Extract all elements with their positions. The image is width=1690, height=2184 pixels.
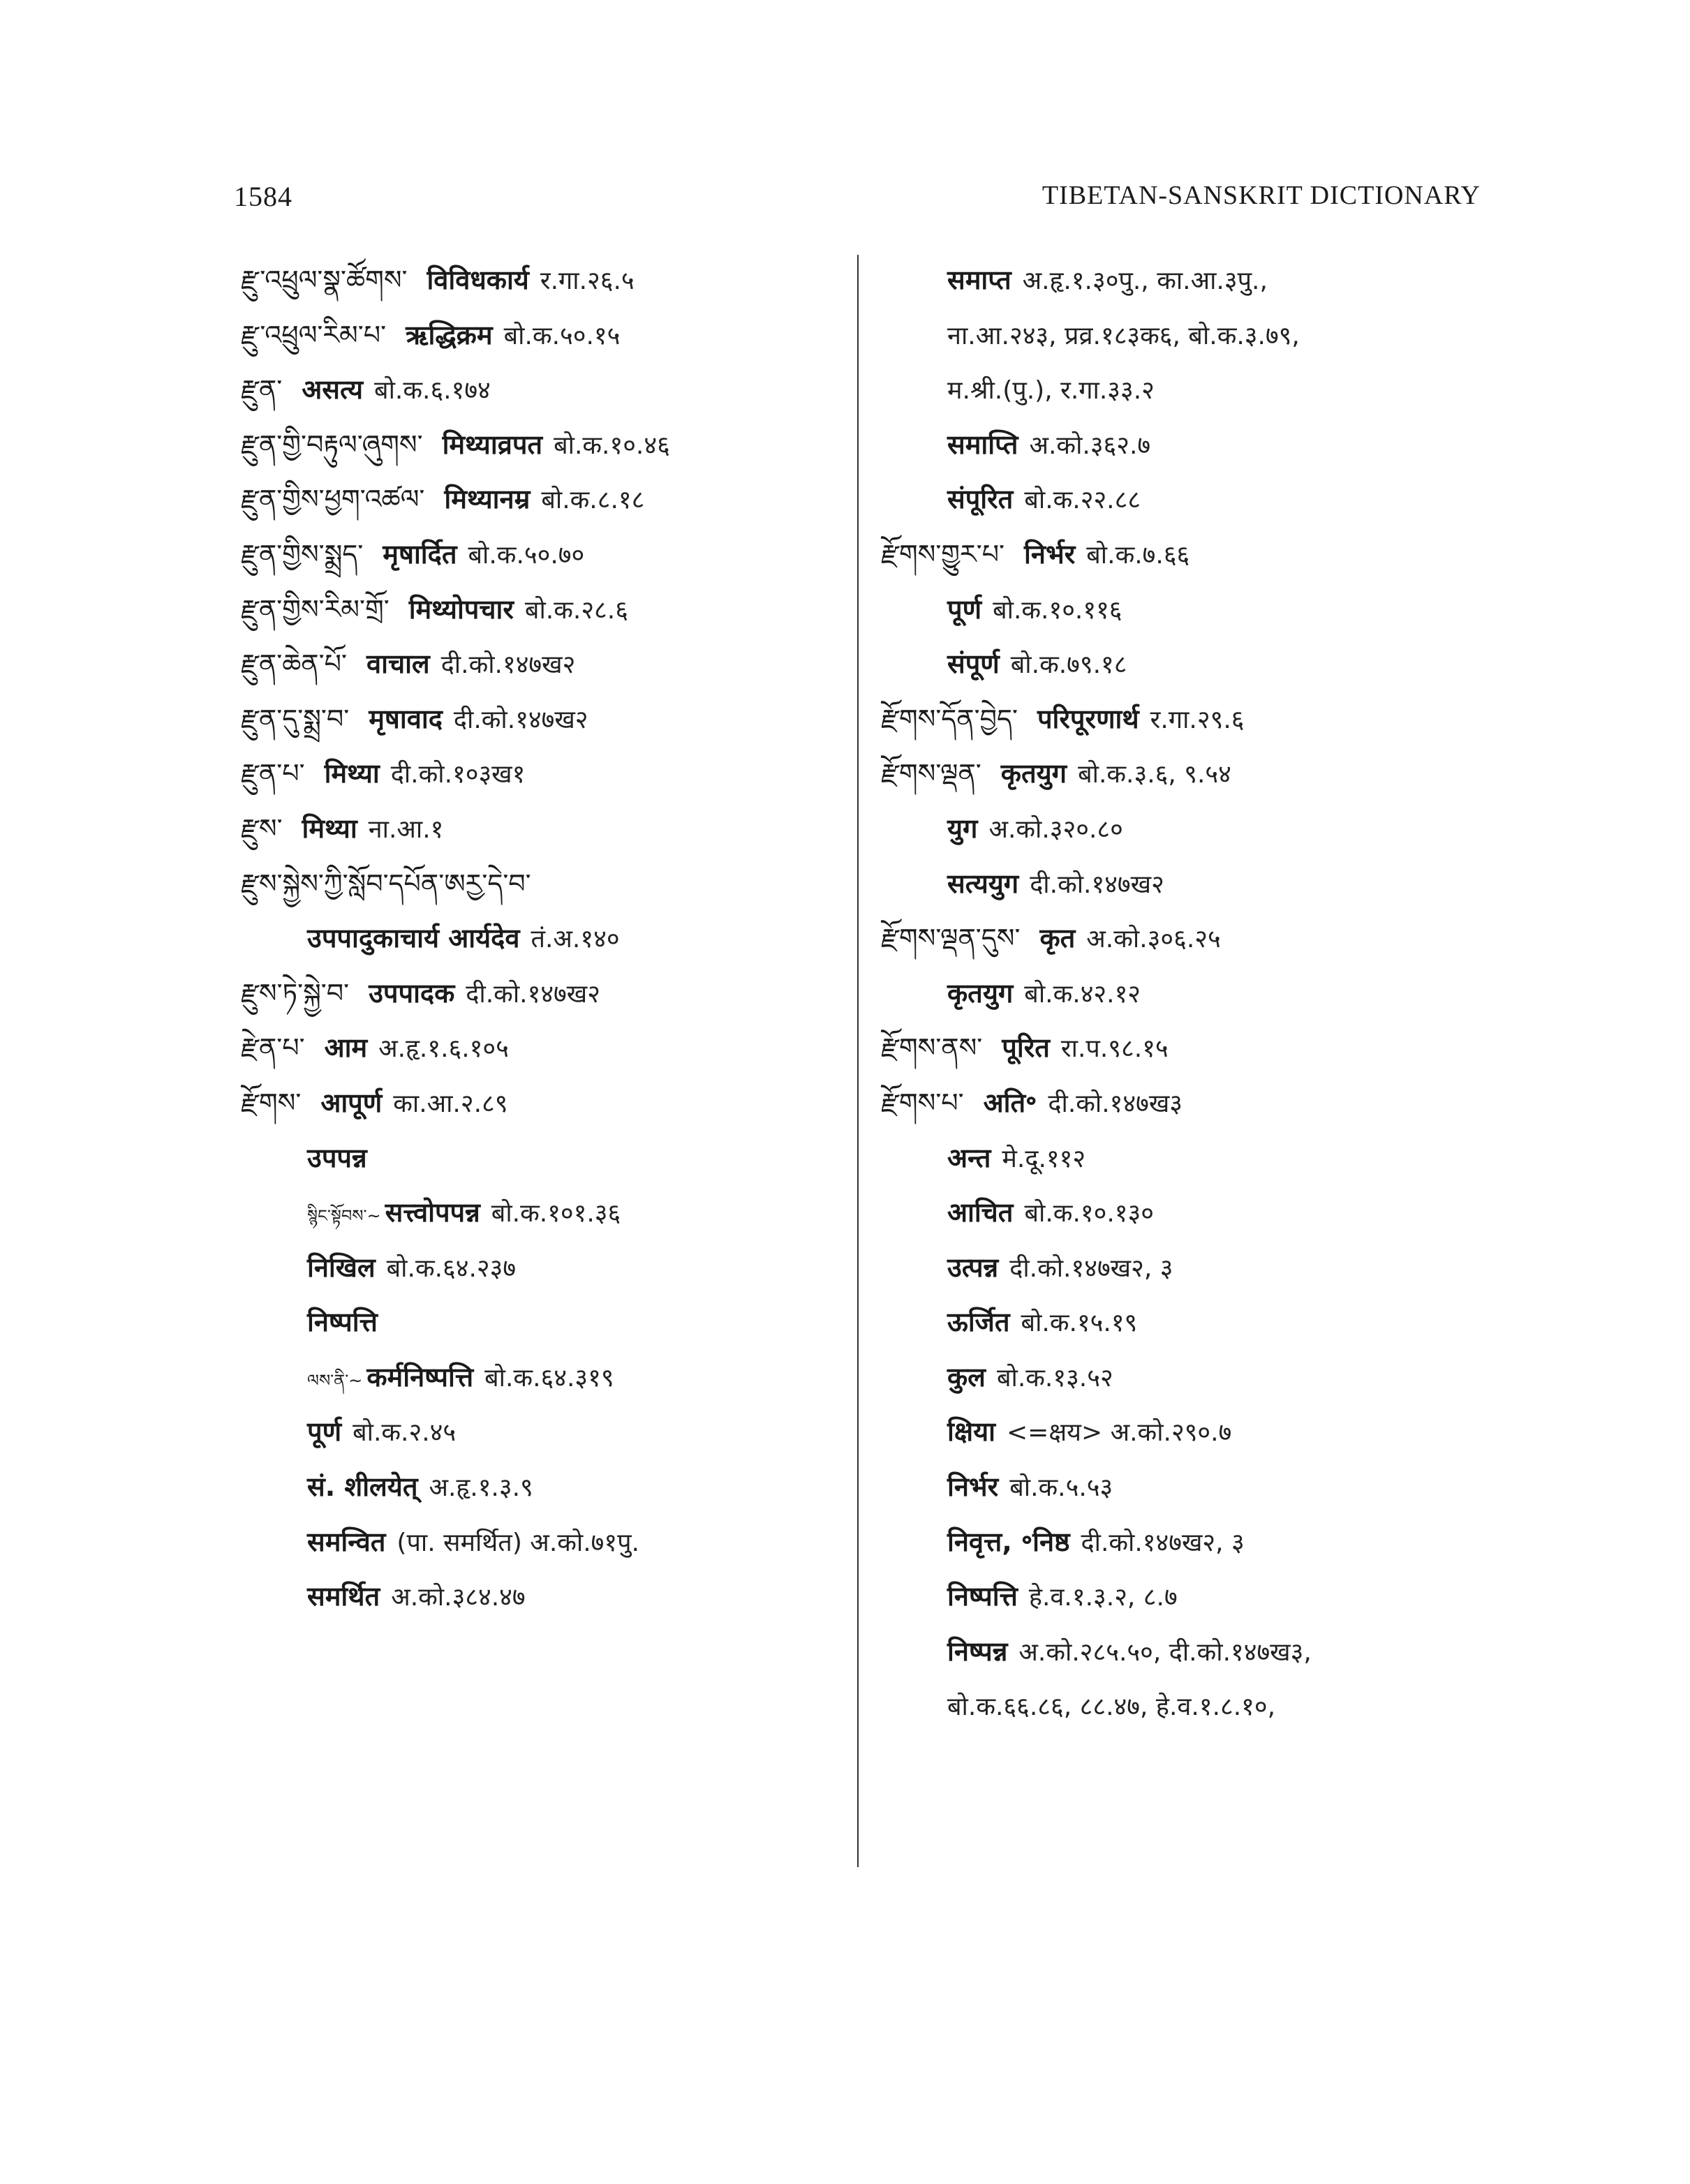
dictionary-entry: [881, 582, 1481, 637]
tibetan-headword: རྫུན་གྱིས་ཕྱག་འཚལ་: [241, 484, 425, 515]
sanskrit-equivalent: सत्त्वोपपन्न: [385, 1197, 480, 1228]
tibetan-headword: རྫོགས་ལྡན་དུས་: [881, 923, 1021, 954]
source-reference: बो.क.१०.१३०: [1024, 1199, 1154, 1228]
dictionary-entry: [241, 1185, 848, 1240]
sanskrit-equivalent: असत्य: [302, 374, 364, 406]
dictionary-entry: [881, 472, 1481, 527]
dictionary-entry: [881, 253, 1481, 308]
source-reference: म.श्री.(पु.), र.गा.३३.२: [947, 376, 1155, 406]
source-reference: (पा. समर्थित) अ.को.७१पु.: [396, 1528, 640, 1557]
source-reference: दी.को.१४७ख२: [466, 979, 600, 1009]
tibetan-headword: རྫུན་གྱིས་སྨྲད་: [241, 538, 364, 570]
page-number: 1584: [234, 181, 292, 212]
sanskrit-equivalent: कर्मनिष्पत्ति: [366, 1361, 474, 1392]
sanskrit-equivalent: वाचाल: [366, 648, 430, 680]
source-reference: अ.हृ.१.६.१०५: [378, 1034, 509, 1064]
sanskrit-equivalent: निष्पत्ति: [307, 1307, 378, 1338]
sanskrit-equivalent: उपपादुकाचार्य आर्यदेव: [307, 923, 520, 954]
source-reference: का.आ.२.८९: [393, 1089, 508, 1118]
dictionary-entry: [881, 746, 1481, 801]
sanskrit-equivalent: कृतयुग: [947, 977, 1014, 1009]
source-reference: बो.क.२.४५: [353, 1418, 457, 1448]
source-reference: दी.को.१४७ख३: [1048, 1089, 1183, 1118]
source-reference: ना.आ.२४३, प्रव्र.१८३क६, बो.क.३.७९,: [947, 321, 1300, 350]
source-reference: बो.क.६६.८६, ८८.४७, हे.व.१.८.१०,: [947, 1693, 1276, 1722]
sanskrit-equivalent: निर्भर: [1024, 538, 1076, 570]
sanskrit-equivalent: पूर्ण: [947, 593, 982, 625]
dictionary-entry: [881, 1624, 1481, 1679]
source-reference: बो.क.४२.१२: [1024, 979, 1141, 1009]
dictionary-entry: [241, 911, 848, 966]
source-reference: बो.क.२८.६: [524, 595, 628, 625]
sanskrit-equivalent: मिथ्याव्रपत: [442, 429, 543, 460]
left-column: [241, 253, 848, 1624]
source-reference: अ.को.३२०.८०: [988, 815, 1123, 844]
column-divider: [857, 255, 859, 1867]
tibetan-headword: རྫོགས་ནས་: [881, 1032, 983, 1064]
source-reference: दी.को.१४७ख२, ३: [1009, 1254, 1173, 1283]
source-reference: अ.हृ.१.३०पु., का.आ.३पु.,: [1022, 267, 1268, 295]
sanskrit-equivalent: कुल: [947, 1361, 986, 1392]
tibetan-headword: རྫུན་: [241, 374, 283, 406]
tibetan-headword: རྫུན་གྱིས་རིམ་གྲོ་: [241, 593, 390, 625]
source-reference: बो.क.६४.३१९: [484, 1363, 614, 1392]
dictionary-entry: [241, 1515, 848, 1570]
tibetan-headword: རྫོགས་གྱུར་པ་: [881, 538, 1005, 570]
dictionary-entry: [881, 1515, 1481, 1570]
dictionary-entry: [881, 362, 1481, 417]
tibetan-headword: རྫུན་པ་: [241, 758, 305, 789]
tibetan-headword: རྫུས་: [241, 812, 283, 844]
dictionary-entry: [881, 1404, 1481, 1459]
tibetan-compound-prefix: ལས་ནི་~: [307, 1370, 363, 1390]
dictionary-entry: [881, 1459, 1481, 1515]
tibetan-compound-prefix: སྙིང་སྟོབས་~: [307, 1206, 381, 1226]
dictionary-entry: [241, 1240, 848, 1295]
sanskrit-equivalent: सत्ययुग: [947, 868, 1019, 899]
dictionary-entry: [241, 1404, 848, 1459]
sanskrit-equivalent: सं. शीलयेत्: [307, 1471, 418, 1503]
source-reference: मे.दू.११२: [1002, 1144, 1086, 1173]
dictionary-entry: [881, 1295, 1481, 1350]
sanskrit-equivalent: कृत: [1039, 923, 1076, 954]
dictionary-entry: [881, 1185, 1481, 1240]
source-reference: <=क्षय> अ.को.२९०.७: [1006, 1418, 1232, 1448]
tibetan-headword: རྫུན་གྱི་བརྟུལ་ཞུགས་: [241, 429, 423, 460]
sanskrit-equivalent: निखिल: [307, 1251, 376, 1283]
source-reference: बो.क.३.६, ९.५४: [1078, 760, 1231, 789]
dictionary-entry: [241, 417, 848, 473]
tibetan-headword: རྫུས་ཏེ་སྐྱེ་བ་: [241, 977, 350, 1009]
sanskrit-equivalent: समन्वित: [307, 1526, 386, 1557]
tibetan-headword: རྫེན་པ་: [241, 1032, 305, 1064]
dictionary-entry: [881, 417, 1481, 473]
source-reference: बो.क.६.१७४: [374, 376, 491, 406]
sanskrit-equivalent: कृतयुग: [1000, 758, 1067, 789]
sanskrit-equivalent: संपूरित: [947, 484, 1014, 515]
source-reference: बो.क.५.५३: [1009, 1473, 1113, 1503]
sanskrit-equivalent: संपूर्ण: [947, 648, 1000, 680]
sanskrit-equivalent: मिथ्या: [302, 812, 357, 844]
sanskrit-equivalent: उत्पन्न: [947, 1251, 999, 1283]
source-reference: र.गा.२९.६: [1150, 705, 1245, 734]
dictionary-entry: [241, 637, 848, 692]
sanskrit-equivalent: आचित: [947, 1197, 1014, 1228]
sanskrit-equivalent: विविधकार्य: [427, 265, 529, 295]
dictionary-entry: [881, 966, 1481, 1021]
right-column: [881, 253, 1481, 1734]
dictionary-entry: [881, 527, 1481, 582]
dictionary-entry: [881, 911, 1481, 966]
tibetan-headword: རྫུ་འཕྲུལ་རིམ་པ་: [241, 319, 387, 350]
source-reference: बो.क.७.६६: [1086, 540, 1190, 570]
dictionary-entry: [881, 801, 1481, 856]
sanskrit-equivalent: निवृत्त, ॰निष्ठ: [947, 1526, 1070, 1557]
sanskrit-equivalent: मिथ्यानम्र: [444, 484, 531, 515]
tibetan-headword: རྫོགས་ལྡན་: [881, 758, 981, 789]
source-reference: बो.क.१३.५२: [996, 1363, 1113, 1392]
tibetan-headword: རྫུ་འཕྲུལ་སྣ་ཚོགས་: [241, 265, 408, 295]
tibetan-headword: རྫུན་དུ་སྨྲ་བ་: [241, 703, 350, 734]
sanskrit-equivalent: समाप्ति: [947, 429, 1018, 460]
sanskrit-equivalent: अति॰: [983, 1087, 1037, 1118]
sanskrit-equivalent: उपपादक: [369, 977, 455, 1009]
dictionary-entry: [881, 856, 1481, 912]
dictionary-entry: [241, 1459, 848, 1515]
source-reference: बो.क.१५.१९: [1021, 1309, 1138, 1338]
source-reference: अ.को.३६२.७: [1029, 431, 1151, 460]
sanskrit-equivalent: मिथ्या: [324, 758, 380, 789]
source-reference: ना.आ.१: [368, 815, 444, 844]
source-reference: बो.क.५०.१५: [503, 321, 621, 350]
sanskrit-equivalent: समाप्त: [947, 265, 1011, 295]
source-reference: दी.को.१४७ख२: [1030, 870, 1164, 899]
sanskrit-equivalent: आम: [324, 1032, 368, 1064]
source-reference: बो.क.१०१.३६: [491, 1199, 621, 1228]
source-reference: दी.को.१४७ख२: [453, 705, 588, 734]
sanskrit-equivalent: युग: [947, 812, 978, 844]
source-reference: बो.क.६४.२३७: [386, 1254, 517, 1283]
source-reference: बो.क.७९.१८: [1010, 651, 1127, 680]
sanskrit-equivalent: मृषावाद: [369, 703, 443, 734]
dictionary-entry: [881, 1020, 1481, 1076]
sanskrit-equivalent: पूरित: [1002, 1032, 1050, 1064]
dictionary-entry: [241, 966, 848, 1021]
source-reference: बो.क.२२.८८: [1024, 486, 1141, 515]
tibetan-headword: རྫོགས་: [241, 1087, 302, 1118]
dictionary-entry: [241, 308, 848, 363]
dictionary-entry: [881, 1240, 1481, 1295]
source-reference: अ.को.३०६.२५: [1086, 925, 1221, 954]
source-reference: दी.को.१४७ख२: [440, 651, 576, 680]
sanskrit-equivalent: ऊर्जित: [947, 1307, 1010, 1338]
dictionary-entry: [241, 472, 848, 527]
dictionary-entry: [241, 1020, 848, 1076]
source-reference: अ.को.२८५.५०, दी.को.१४७ख३,: [1018, 1637, 1312, 1667]
sanskrit-equivalent: निष्पन्न: [947, 1635, 1008, 1667]
dictionary-entry: [241, 253, 848, 308]
dictionary-entry: [241, 801, 848, 856]
sanskrit-equivalent: उपपन्न: [307, 1142, 367, 1173]
page-header: [234, 180, 1481, 215]
sanskrit-equivalent: निष्पत्ति: [947, 1581, 1018, 1612]
dictionary-entry: [241, 582, 848, 637]
dictionary-entry: [881, 1076, 1481, 1131]
dictionary-entry: [241, 362, 848, 417]
source-reference: दी.को.१४७ख२, ३: [1081, 1528, 1245, 1557]
sanskrit-equivalent: क्षिया: [947, 1416, 995, 1448]
dictionary-entry: [881, 637, 1481, 692]
sanskrit-equivalent: अन्त: [947, 1142, 991, 1173]
sanskrit-equivalent: ऋद्धिक्रम: [406, 319, 493, 350]
dictionary-entry: [241, 1569, 848, 1624]
dictionary-entry: [881, 1679, 1481, 1734]
source-reference: दी.को.१०३ख१: [390, 760, 526, 789]
tibetan-headword: རྫུས་སྐྱེས་ཀྱི་སློབ་དཔོན་ཨརྱ་དེ་བ་: [241, 868, 531, 899]
sanskrit-equivalent: पूर्ण: [307, 1416, 342, 1448]
dictionary-entry: [881, 1569, 1481, 1624]
dictionary-entry: [241, 856, 848, 912]
source-reference: अ.हृ.१.३.९: [429, 1473, 533, 1503]
dictionary-entry: [241, 1131, 848, 1186]
source-reference: बो.क.८.१८: [541, 486, 645, 515]
dictionary-entry: [241, 692, 848, 747]
dictionary-entry: [241, 527, 848, 582]
dictionary-entry: [881, 308, 1481, 363]
dictionary-entry: [241, 1350, 848, 1405]
tibetan-headword: རྫོགས་དོན་བྱེད་: [881, 703, 1018, 734]
source-reference: अ.को.३८४.४७: [391, 1583, 526, 1612]
sanskrit-equivalent: मृषार्दित: [383, 538, 457, 570]
source-reference: बो.क.५०.७०: [468, 540, 585, 570]
dictionary-entry: [241, 746, 848, 801]
sanskrit-equivalent: समर्थित: [307, 1581, 380, 1612]
sanskrit-equivalent: आपूर्ण: [320, 1087, 383, 1118]
source-reference: र.गा.२६.५: [540, 267, 635, 295]
source-reference: बो.क.१०.११६: [993, 595, 1122, 625]
dictionary-entry: [241, 1076, 848, 1131]
tibetan-headword: རྫོགས་པ་: [881, 1087, 964, 1118]
dictionary-entry: [881, 1131, 1481, 1186]
source-reference: तं.अ.१४०: [531, 925, 620, 954]
source-reference: बो.क.१०.४६: [554, 431, 670, 460]
tibetan-headword: རྫུན་ཆེན་པོ་: [241, 648, 347, 680]
source-reference: रा.प.९८.१५: [1060, 1034, 1169, 1064]
sanskrit-equivalent: परिपूरणार्थ: [1037, 703, 1139, 734]
source-reference: हे.व.१.३.२, ८.७: [1028, 1583, 1178, 1612]
dictionary-entry: [881, 1350, 1481, 1405]
sanskrit-equivalent: मिथ्योपचार: [408, 593, 514, 625]
sanskrit-equivalent: निर्भर: [947, 1471, 999, 1503]
running-title: TIBETAN-SANSKRIT DICTIONARY: [1042, 181, 1481, 210]
dictionary-entry: [241, 1295, 848, 1350]
dictionary-entry: [881, 692, 1481, 747]
